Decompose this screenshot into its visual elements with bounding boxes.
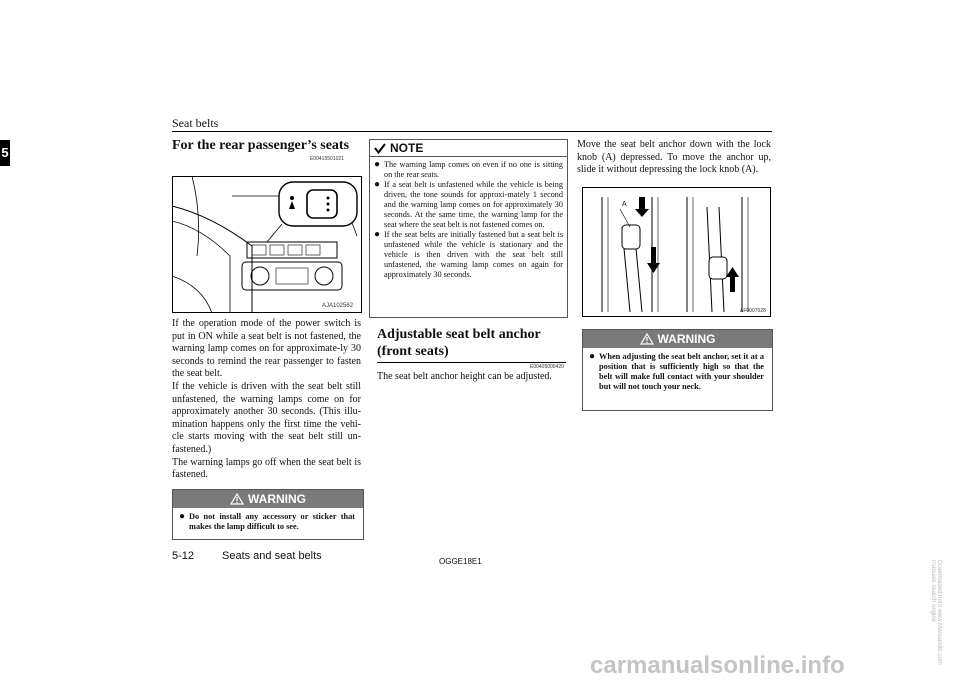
- footer-section: Seats and seat belts: [222, 550, 322, 562]
- anchor-figure: [582, 187, 771, 317]
- rear-section-body: [172, 318, 361, 482]
- warning-header: [173, 490, 363, 508]
- warning-text: When adjusting the seat belt anchor, set it at a position that is sufficiently high so that the belt will make full contact with your shoulder but will not touch your neck.: [599, 352, 764, 391]
- dashboard-illustration: [172, 176, 362, 313]
- note-box: [369, 139, 568, 318]
- paragraph: The warning lamps go off when the seat belt is fastened.: [172, 456, 361, 481]
- anchor-instruction: Move the seat belt anchor down with the lock knob (A) depressed. To move the anchor up, slide it without depressing the lock knob (A).: [577, 139, 771, 176]
- note-label: NOTE: [390, 141, 424, 155]
- seatbelt-lamp-figure: [172, 176, 362, 313]
- paragraph: If the vehicle is driven with the seat belt still unfastened, the warning lamps come on for approximately another 30 seconds. (This illu-mination happens only the first time the vehi-cle starts moving with the seat belt still un-fastened.): [172, 380, 361, 455]
- note-text: The warning lamp comes on even if no one is sitting on the rear seats.: [384, 160, 563, 179]
- lock-knob-label: A: [622, 201, 627, 208]
- rear-section-title: For the rear passenger’s seats: [172, 138, 350, 153]
- note-header: [370, 140, 567, 157]
- rear-figure-code: AJA102562: [322, 303, 354, 309]
- bullet-icon: ●: [589, 351, 596, 362]
- section-title: Seat belts: [172, 116, 219, 130]
- anchor-section-title: Adjustable seat belt anchor (front seats): [377, 327, 541, 359]
- chapter-tab: 5: [0, 140, 10, 166]
- list-item: [179, 512, 355, 532]
- note-text: If the seat belts are initially fastened but a seat belt is unfastened while the vehicle is stationary and the vehicle is then driven with the seat belt still unfastened, the warning lamp comes on again for approximately 30 seconds.: [384, 230, 563, 279]
- bullet-icon: ●: [374, 229, 381, 240]
- section-rule: [377, 362, 566, 363]
- checkmark-icon: [374, 143, 386, 154]
- watermark[interactable]: carmanualsonline.info: [590, 652, 845, 679]
- anchor-figure-code: AF0007028: [740, 308, 766, 314]
- page-number: 5-12: [172, 550, 195, 562]
- warning-label: WARNING: [657, 332, 716, 346]
- list-item: [589, 352, 764, 392]
- list-item: [374, 230, 563, 280]
- warning-triangle-icon: [640, 333, 654, 345]
- anchor-warning-box: [582, 329, 773, 411]
- rear-section-code: E00415501021: [310, 156, 344, 162]
- anchor-illustration: [582, 187, 771, 317]
- anchor-section-code: E00405000420: [530, 364, 564, 370]
- list-item: [374, 160, 563, 180]
- rear-warning-box: [172, 489, 364, 540]
- bullet-icon: ●: [374, 179, 381, 190]
- note-text: If a seat belt is unfastened while the vehicle is being driven, the tone sounds for approxi-mately 1 second and the warning lamp comes on for approximately 30 seconds. At the same time, the warning lamp for the seat where the seat belt is not fastened comes on.: [384, 180, 563, 229]
- side-watermark: Downloaded from www.Manualslib.com manuals search engine: [930, 560, 942, 665]
- paragraph: If the operation mode of the power switch is put in ON while a seat belt is not fastened, the warning lamp comes on for approximate-ly 30 seconds to remind the rear passenger to fasten the seat belt.: [172, 318, 361, 380]
- warning-header: [583, 330, 772, 348]
- doc-code: OGGE18E1: [439, 557, 482, 566]
- anchor-intro: The seat belt anchor height can be adjusted.: [377, 371, 552, 382]
- list-item: [374, 180, 563, 230]
- warning-label: WARNING: [248, 492, 306, 506]
- warning-triangle-icon: [230, 493, 244, 505]
- bullet-icon: ●: [179, 511, 186, 522]
- warning-text: Do not install any accessory or sticker that makes the lamp difficult to see.: [189, 512, 355, 531]
- header-rule: [172, 131, 772, 132]
- bullet-icon: ●: [374, 159, 381, 170]
